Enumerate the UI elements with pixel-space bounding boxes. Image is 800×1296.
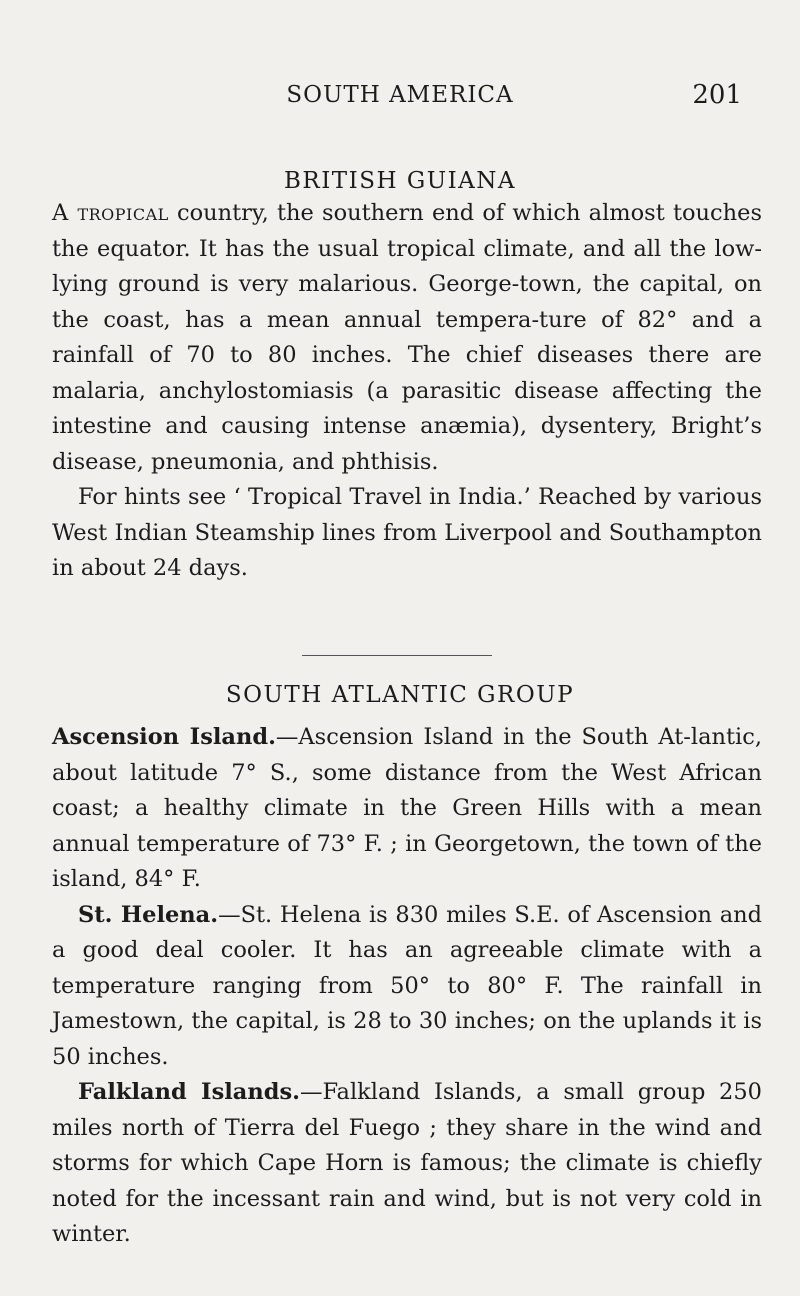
page-number: 201: [692, 80, 742, 110]
paragraph-text: —Falkland Islands, a small group 250 miles north of Tierra del Fuego ; they share in the wind and storms for which Cape Horn is famous; the climate is chiefly noted for the incessant rain and wind, but is not very cold in winter.: [52, 1079, 762, 1247]
paragraph-text: —St. Helena is 830 miles S.E. of Ascension and a good deal cooler. It has an agreeable climate with a temperature ranging from 50° to 80° F. The rainfall in Jamestown, the capital, is 28 to 30 inches; on the uplands it is 50 inches.: [52, 901, 762, 1070]
paragraph-st-helena: [52, 898, 762, 1076]
entry-lead-falkland: Falkland Islands.: [78, 1079, 300, 1105]
entry-lead-ascension: Ascension Island.: [52, 724, 276, 750]
paragraph-falkland: [52, 1075, 762, 1253]
paragraph-travel: [52, 480, 762, 587]
paragraph-lead: A tropical: [52, 200, 169, 226]
paragraph-ascension: [52, 720, 762, 898]
paragraph-intro: [52, 196, 762, 480]
paragraph-text: —Ascension Island in the South At-lantic, about latitude 7° S., some distance from the West African coast; a healthy climate in the Green Hills with a mean annual temperature of 73° F. ; in Georgetown, the town of the island, 84° F.: [52, 724, 763, 892]
section-heading-south-atlantic: SOUTH ATLANTIC GROUP: [225, 682, 575, 708]
paragraph-text: For hints see ‘ Tropical Travel in India.’ Reached by various West Indian Steamship lines from Liverpool and Southampton in about 24 days.: [52, 484, 762, 581]
paragraph-text: country, the southern end of which almost touches the equator. It has the usual tropical climate, and all the low-lying ground is very malarious. George-town, the capital, on the coast, has a mean annual tempera-ture of 82° and a rainfall of 70 to 80 inches. The chief diseases there are malaria, anchylostomiasis (a parasitic disease affecting the intestine and causing intense anæmia), dysentery, Bright’s disease, pneumonia, and phthisis.: [52, 200, 762, 475]
section-divider: [302, 655, 492, 656]
running-head: SOUTH AMERICA: [286, 82, 514, 108]
section-heading-british-guiana: BRITISH GUIANA: [283, 168, 517, 194]
section-body-british-guiana: [52, 196, 762, 587]
section-body-south-atlantic: [52, 720, 762, 1253]
entry-lead-st-helena: St. Helena.: [78, 901, 219, 928]
